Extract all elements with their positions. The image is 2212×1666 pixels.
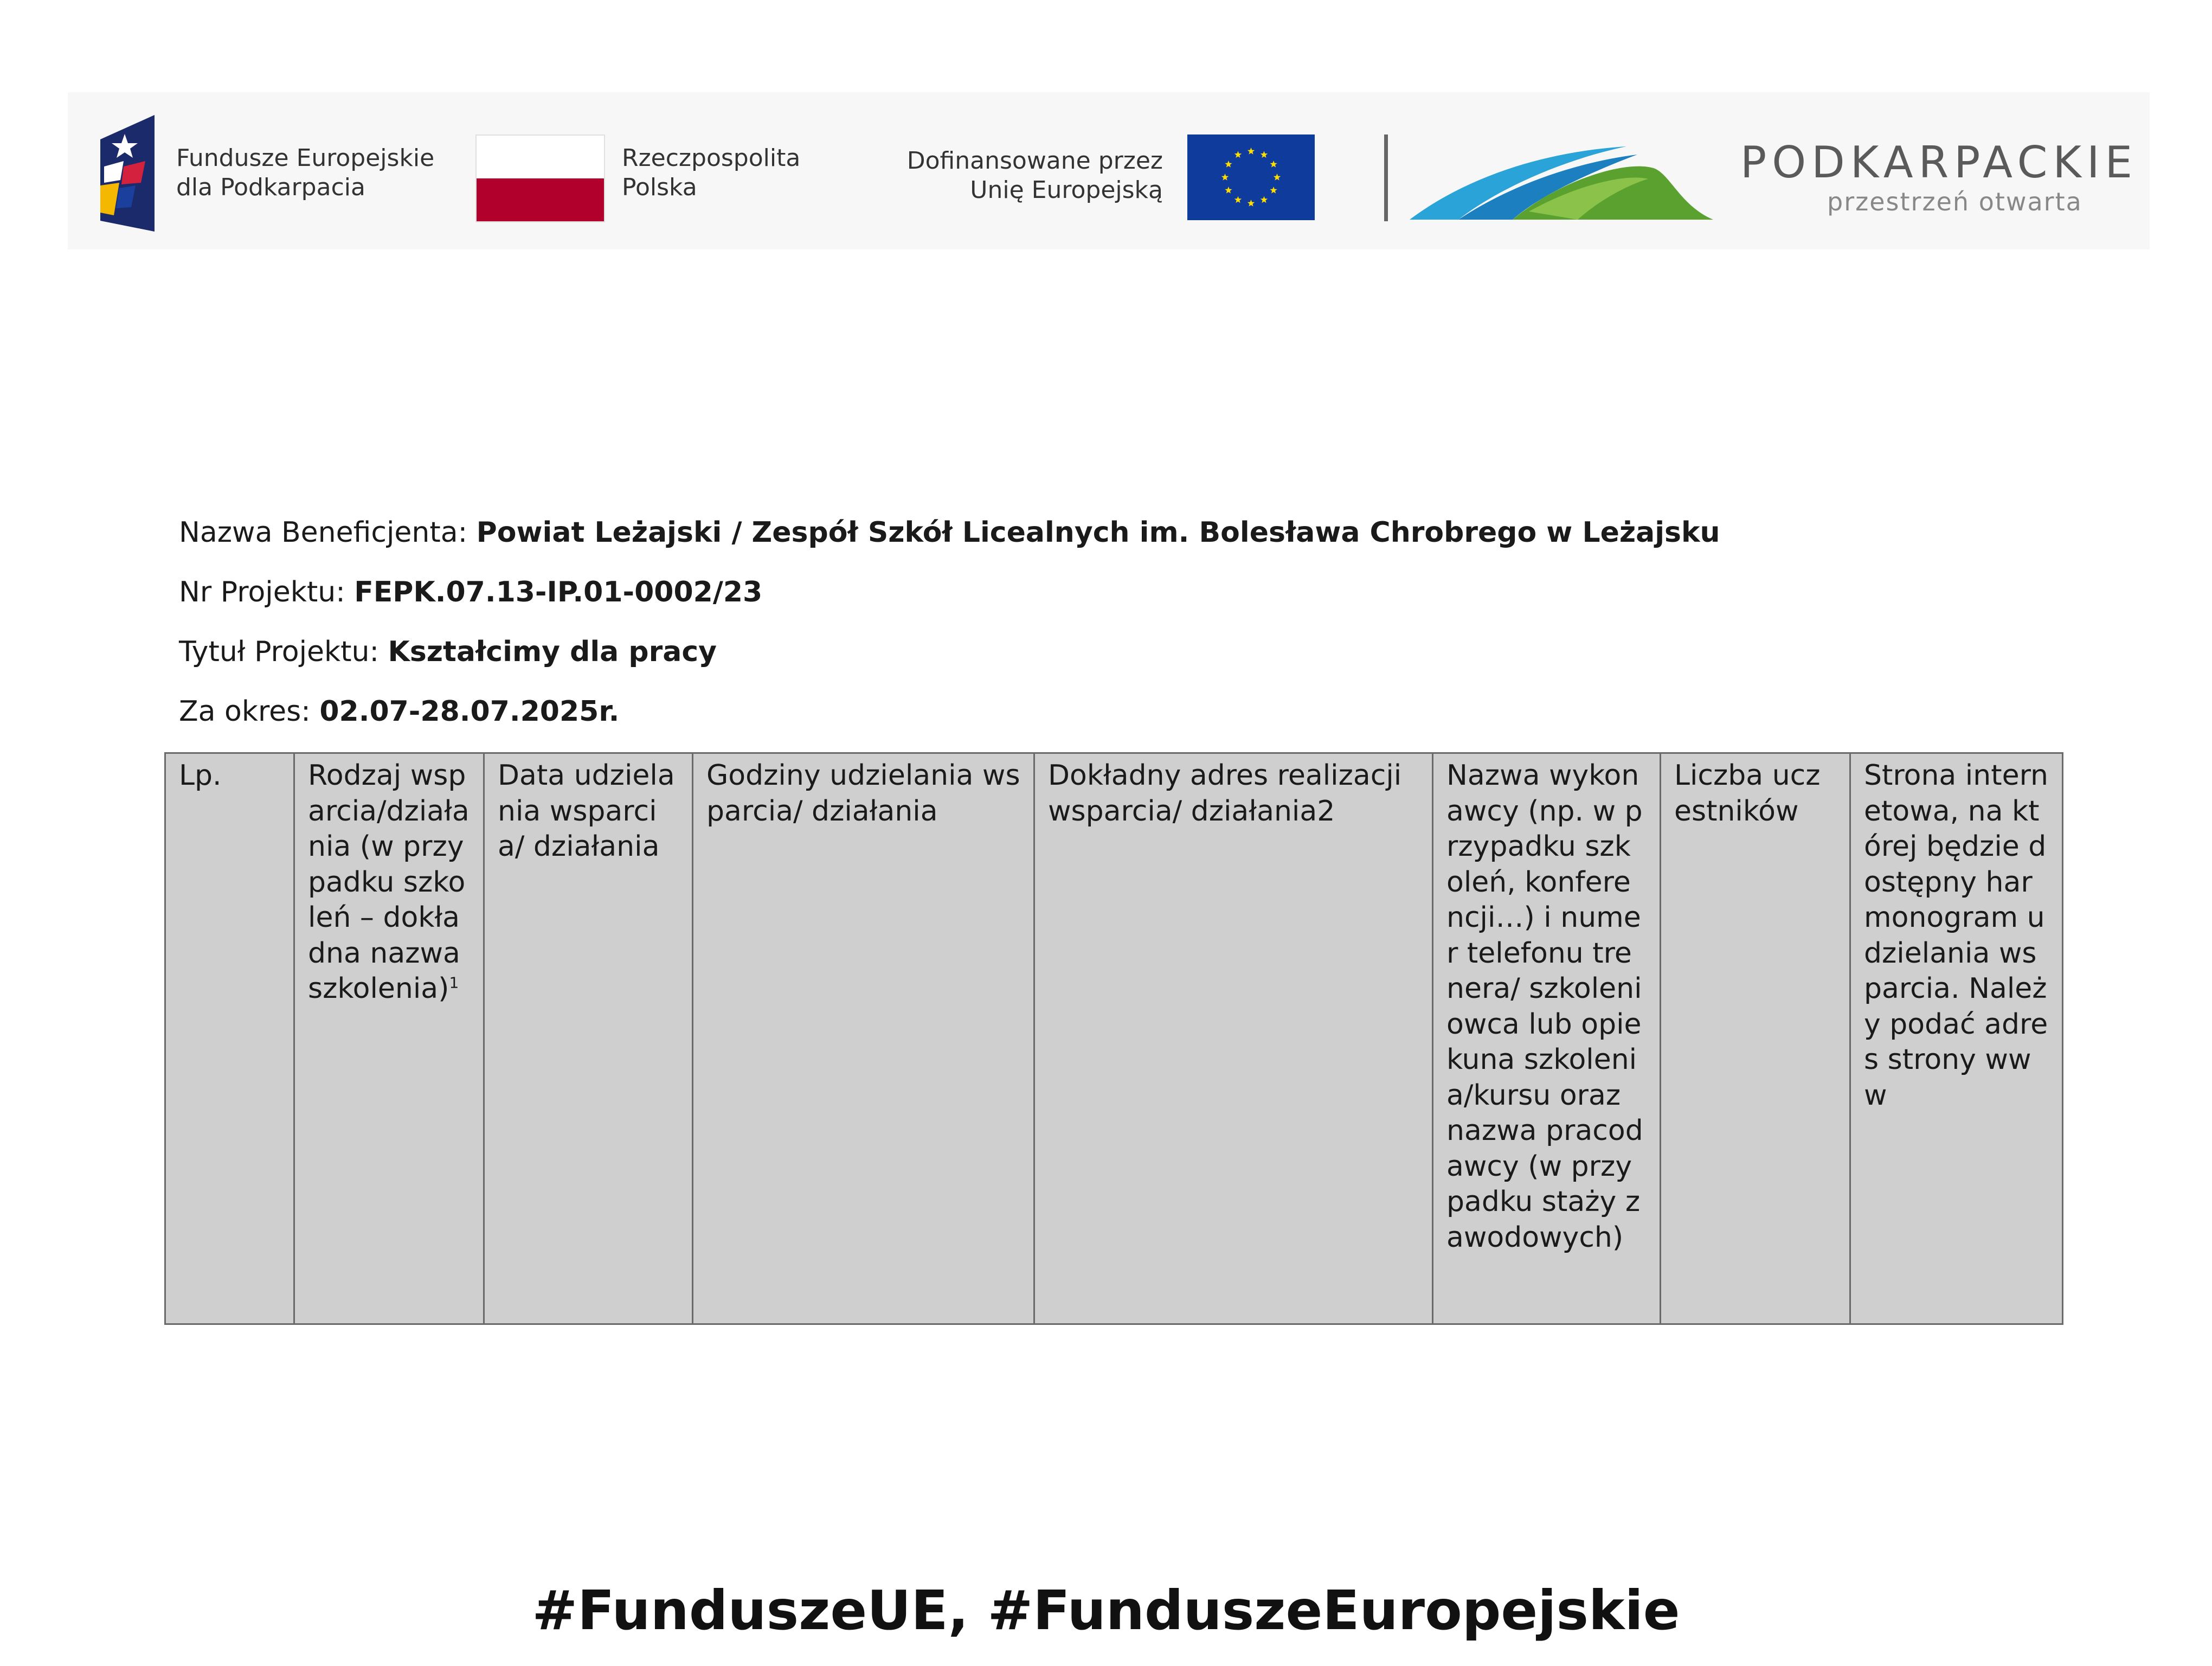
project-title-label: Tytuł Projektu: xyxy=(179,636,380,668)
header-support-address: Dokładny adres realizacji wsparcia/ działania2 xyxy=(1034,753,1433,1324)
period-line xyxy=(179,694,619,729)
hashtags-footer: #FunduszeUE, #FunduszeEuropejskie xyxy=(532,1579,1680,1642)
period-value: 02.07-28.07.2025r. xyxy=(319,695,620,728)
header-website: Strona internetowa, na której będzie dostępny harmonogram udzielania wsparcia. Należy podać adres strony www xyxy=(1850,753,2063,1324)
podkarpackie-swoosh-icon xyxy=(1399,130,1724,225)
footnote-mark: 1 xyxy=(449,973,459,992)
beneficiary-label: Nazwa Beneficjenta: xyxy=(179,516,468,549)
fundusze-europejskie-logo xyxy=(98,115,157,234)
logo-bar xyxy=(68,92,2150,249)
podkarpackie-subtitle: przestrzeń otwarta xyxy=(1827,187,2082,216)
header-participants: Liczba uczestników xyxy=(1661,753,1850,1324)
header-contractor: Nazwa wykonawcy (np. w przypadku szkoleń, konferencji…) i numer telefonu trenera/ szkoleniowca lub opiekuna szkolenia/kursu oraz nazwa pracodawcy (w przypadku staży zawodowych) xyxy=(1433,753,1661,1324)
project-number-value: FEPK.07.13-IP.01-0002/23 xyxy=(354,576,763,608)
table-header-row xyxy=(165,753,2063,1324)
project-number-label: Nr Projektu: xyxy=(179,576,345,608)
rp-logo-text: Rzeczpospolita Polska xyxy=(622,144,801,201)
header-support-type: Rodzaj wsparcia/działania (w przypadku szkoleń – dokładna nazwa szkolenia)$^1$ xyxy=(294,753,484,1324)
project-title-value: Kształcimy dla pracy xyxy=(388,636,717,668)
header-support-hours: Godziny udzielania wsparcia/ działania xyxy=(693,753,1034,1324)
header-support-date: Data udzielania wsparcia/ działania xyxy=(484,753,693,1324)
podkarpackie-title: PODKARPACKIE xyxy=(1740,137,2138,188)
project-title-line xyxy=(179,635,717,669)
fe-logo-text: Fundusze Europejskie dla Podkarpacia xyxy=(176,144,435,201)
polish-flag-icon xyxy=(475,134,605,222)
eu-flag-icon xyxy=(1187,134,1315,222)
eu-logo-text: Dofinansowane przez Unię Europejską xyxy=(906,147,1163,204)
project-number-line xyxy=(179,575,762,610)
beneficiary-line xyxy=(179,515,1720,550)
period-label: Za okres: xyxy=(179,695,311,728)
fe-emblem-icon xyxy=(98,115,157,232)
header-lp: Lp. xyxy=(165,753,294,1324)
logo-divider xyxy=(1384,134,1388,221)
beneficiary-value: Powiat Leżajski / Zespół Szkół Licealnych im. Bolesława Chrobrego w Leżajsku xyxy=(476,516,1720,549)
support-schedule-table xyxy=(164,752,2063,1325)
